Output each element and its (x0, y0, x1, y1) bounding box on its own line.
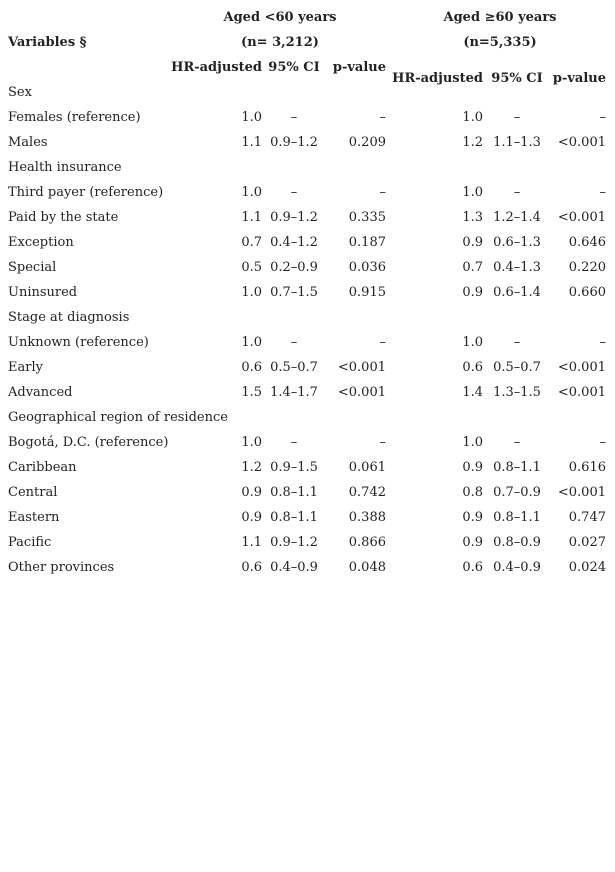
row-label: Males (8, 135, 48, 150)
group1-title: Aged <60 years (223, 10, 337, 25)
cell-p2: 0.660 (568, 285, 606, 300)
cell-p2: 0.646 (568, 235, 606, 250)
cell-p2: <0.001 (557, 360, 606, 375)
cell-ci1: – (290, 335, 298, 350)
group2-n: (n=5,335) (463, 35, 537, 50)
cell-hr1: 1.2 (241, 460, 262, 475)
cell-p1: – (379, 185, 386, 200)
cell-hr2: 0.6 (462, 560, 483, 575)
cell-p2: – (599, 435, 606, 450)
cell-p2: 0.220 (568, 260, 606, 275)
cell-p2: – (599, 335, 606, 350)
cell-p1: <0.001 (337, 385, 386, 400)
table-row (0, 210, 615, 235)
cell-hr1: 1.0 (241, 335, 262, 350)
cell-ci2: 0.7–0.9 (493, 485, 541, 500)
cell-p2: <0.001 (557, 485, 606, 500)
cell-ci2: 0.4–0.9 (493, 560, 541, 575)
section-label: Health insurance (8, 160, 122, 175)
cell-hr1: 1.0 (241, 110, 262, 125)
row-label: Pacific (8, 535, 52, 550)
row-label: Advanced (8, 385, 73, 400)
col-hr-1: HR-adjusted (171, 60, 262, 75)
section-row (0, 310, 615, 335)
col-p-2: p-value (552, 71, 606, 86)
cell-hr2: 0.9 (462, 510, 483, 525)
cell-ci1: 0.2–0.9 (270, 260, 318, 275)
cell-ci1: – (290, 185, 298, 200)
cell-ci2: 1.3–1.5 (493, 385, 541, 400)
cell-ci2: – (513, 110, 521, 125)
row-label: Other provinces (8, 560, 115, 575)
cell-p1: 0.048 (348, 560, 386, 575)
section-row (0, 85, 615, 110)
cell-p1: 0.187 (348, 235, 386, 250)
cell-p2: – (599, 110, 606, 125)
row-label: Exception (8, 235, 74, 250)
cell-ci1: 0.8–1.1 (270, 510, 318, 525)
cell-p1: – (379, 335, 386, 350)
cell-p2: <0.001 (557, 210, 606, 225)
table-row (0, 335, 615, 360)
cell-p1: – (379, 435, 386, 450)
section-row (0, 160, 615, 185)
row-label: Eastern (8, 510, 60, 525)
table-row (0, 435, 615, 460)
cell-p2: <0.001 (557, 135, 606, 150)
row-label: Paid by the state (8, 210, 119, 225)
section-label: Sex (8, 85, 32, 100)
cell-ci1: 0.9–1.2 (270, 535, 318, 550)
table-row (0, 260, 615, 285)
cell-ci2: 0.6–1.3 (493, 235, 541, 250)
cell-p1: 0.036 (348, 260, 386, 275)
cell-hr1: 1.5 (241, 385, 262, 400)
cell-ci1: 0.9–1.2 (270, 210, 318, 225)
cell-ci1: 0.5–0.7 (270, 360, 318, 375)
table-row (0, 135, 615, 160)
cell-ci2: 0.8–1.1 (493, 460, 541, 475)
group1-n: (n= 3,212) (241, 35, 319, 50)
table-row (0, 560, 615, 585)
cell-ci2: 0.5–0.7 (493, 360, 541, 375)
cell-hr1: 1.0 (241, 285, 262, 300)
cell-hr1: 1.0 (241, 435, 262, 450)
cell-hr2: 1.4 (462, 385, 483, 400)
cell-hr2: 0.7 (462, 260, 483, 275)
table-row (0, 485, 615, 510)
cell-hr1: 0.5 (241, 260, 262, 275)
row-label: Third payer (reference) (8, 185, 164, 200)
cell-p2: 0.024 (568, 560, 606, 575)
row-label: Uninsured (8, 285, 78, 300)
cell-p2: – (599, 185, 606, 200)
table-row (0, 535, 615, 560)
cell-hr2: 1.3 (462, 210, 483, 225)
section-row (0, 410, 615, 435)
cell-hr2: 0.9 (462, 235, 483, 250)
cell-ci1: 0.4–1.2 (270, 235, 318, 250)
cell-p1: – (379, 110, 386, 125)
cell-p1: 0.209 (348, 135, 386, 150)
cell-hr1: 1.1 (241, 535, 262, 550)
cell-hr2: 0.6 (462, 360, 483, 375)
cell-ci2: 0.6–1.4 (493, 285, 541, 300)
cell-ci2: – (513, 335, 521, 350)
table-row (0, 285, 615, 310)
cell-ci2: 0.4–1.3 (493, 260, 541, 275)
col-p-1: p-value (332, 60, 386, 75)
cell-p1: 0.061 (348, 460, 386, 475)
cell-ci2: 1.1–1.3 (493, 135, 541, 150)
cell-hr1: 0.9 (241, 510, 262, 525)
row-label: Bogotá, D.C. (reference) (8, 435, 169, 450)
cell-p2: 0.027 (568, 535, 606, 550)
cell-hr2: 0.9 (462, 535, 483, 550)
table-row (0, 510, 615, 535)
cell-p1: <0.001 (337, 360, 386, 375)
cell-ci2: 0.8–0.9 (493, 535, 541, 550)
cell-p1: 0.866 (348, 535, 386, 550)
cell-p2: 0.616 (568, 460, 606, 475)
cell-p2: <0.001 (557, 385, 606, 400)
cell-p2: 0.747 (568, 510, 606, 525)
cell-hr1: 0.6 (241, 360, 262, 375)
cell-hr2: 1.0 (462, 435, 483, 450)
col-hr-2: HR-adjusted (392, 71, 483, 86)
group2-title: Aged ≥60 years (443, 10, 557, 25)
cell-hr1: 1.1 (241, 135, 262, 150)
cell-hr2: 0.9 (462, 285, 483, 300)
cell-ci2: 1.2–1.4 (493, 210, 541, 225)
section-label: Geographical region of residence (8, 410, 228, 425)
cell-p1: 0.915 (348, 285, 386, 300)
cell-hr2: 1.0 (462, 185, 483, 200)
cell-hr2: 1.0 (462, 110, 483, 125)
cell-ci1: 0.7–1.5 (270, 285, 318, 300)
row-label: Caribbean (8, 460, 77, 475)
cell-ci2: 0.8–1.1 (493, 510, 541, 525)
cell-p1: 0.388 (348, 510, 386, 525)
cell-ci1: 0.9–1.2 (270, 135, 318, 150)
cell-hr1: 0.6 (241, 560, 262, 575)
row-label: Early (8, 360, 43, 375)
row-label: Central (8, 485, 58, 500)
table-row (0, 185, 615, 210)
variables-label: Variables § (8, 35, 87, 50)
cell-p1: 0.742 (348, 485, 386, 500)
col-ci-2: 95% CI (491, 71, 543, 86)
cell-ci1: 1.4–1.7 (270, 385, 318, 400)
cell-hr1: 1.1 (241, 210, 262, 225)
cell-ci1: 0.9–1.5 (270, 460, 318, 475)
table-row (0, 110, 615, 135)
cell-ci1: 0.4–0.9 (270, 560, 318, 575)
cell-hr2: 0.9 (462, 460, 483, 475)
table-row (0, 385, 615, 410)
cell-ci2: – (513, 185, 521, 200)
table-row (0, 360, 615, 385)
cell-ci1: 0.8–1.1 (270, 485, 318, 500)
cell-hr2: 0.8 (462, 485, 483, 500)
row-label: Females (reference) (8, 110, 141, 125)
section-label: Stage at diagnosis (8, 310, 130, 325)
cell-hr1: 0.9 (241, 485, 262, 500)
table-row (0, 460, 615, 485)
row-label: Unknown (reference) (8, 335, 149, 350)
cell-hr2: 1.2 (462, 135, 483, 150)
cell-hr1: 0.7 (241, 235, 262, 250)
cell-hr1: 1.0 (241, 185, 262, 200)
cell-ci1: – (290, 110, 298, 125)
cell-ci2: – (513, 435, 521, 450)
cell-hr2: 1.0 (462, 335, 483, 350)
col-ci-1: 95% CI (268, 60, 320, 75)
row-label: Special (8, 260, 57, 275)
cell-p1: 0.335 (348, 210, 386, 225)
cell-ci1: – (290, 435, 298, 450)
table-row (0, 235, 615, 260)
